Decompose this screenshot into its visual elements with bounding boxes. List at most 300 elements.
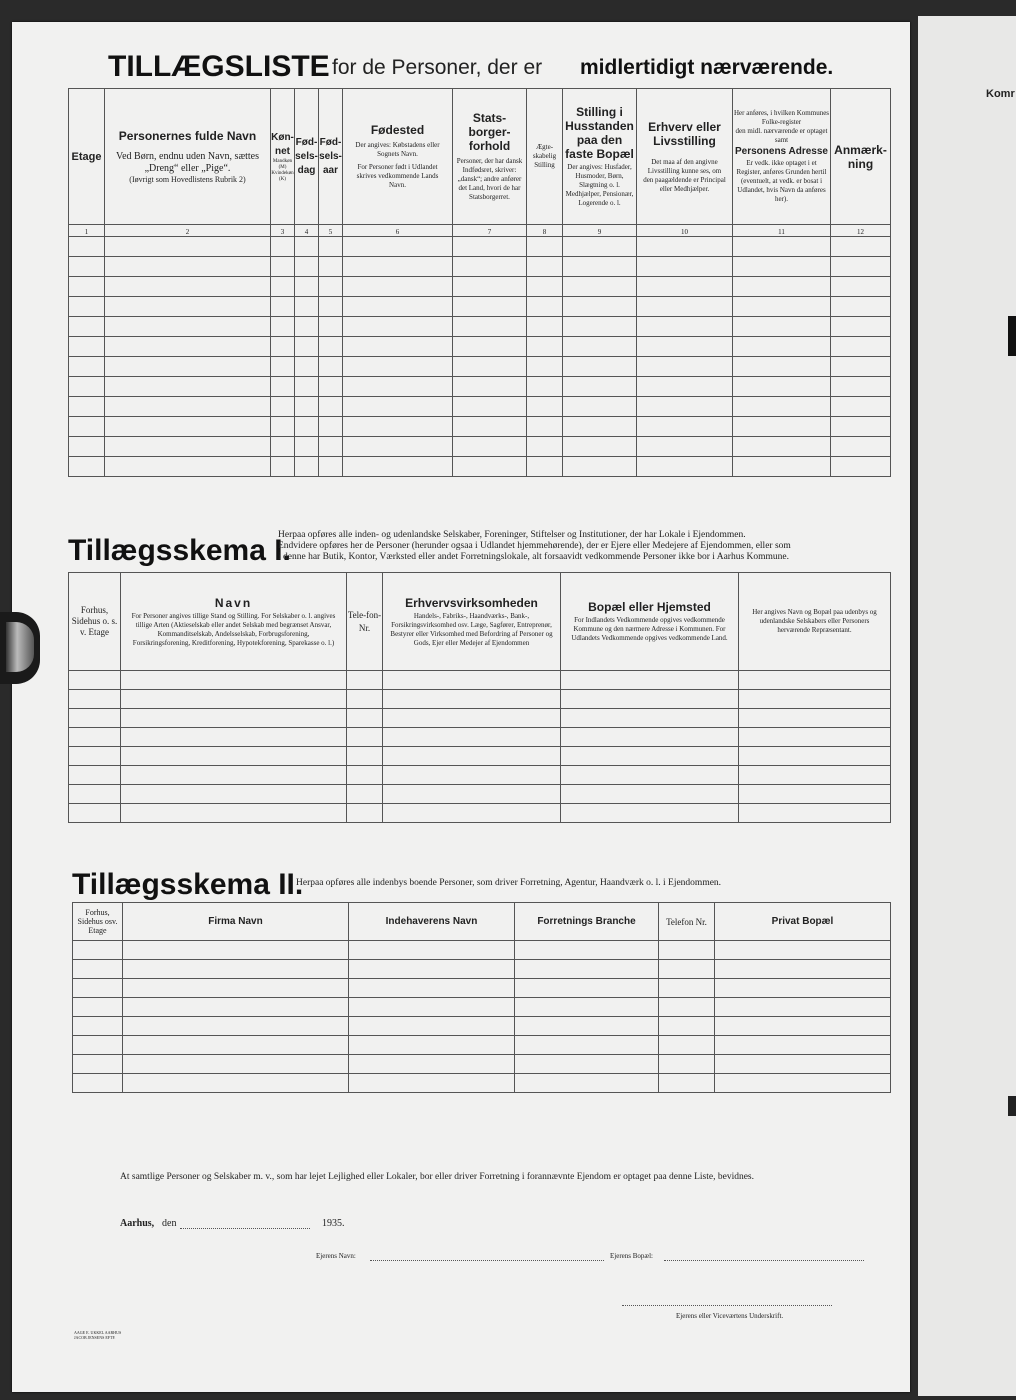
table-cell[interactable]	[659, 960, 715, 979]
table-cell[interactable]	[73, 979, 123, 998]
table-cell[interactable]	[715, 1036, 891, 1055]
table-cell[interactable]	[453, 337, 527, 357]
skema2-col-indehaver: Indehaverens Navn	[349, 903, 515, 941]
table-cell[interactable]	[527, 257, 563, 277]
skema1-header-row	[69, 573, 891, 671]
table-cell[interactable]	[343, 237, 453, 257]
table-cell[interactable]	[561, 785, 739, 804]
table-cell[interactable]	[831, 297, 891, 317]
table-cell[interactable]	[637, 257, 733, 277]
table-cell[interactable]	[295, 257, 319, 277]
table-cell[interactable]	[733, 357, 831, 377]
table-cell[interactable]	[831, 277, 891, 297]
table-cell[interactable]	[343, 317, 453, 337]
table-cell[interactable]	[515, 960, 659, 979]
table-cell[interactable]	[515, 1017, 659, 1036]
table-cell[interactable]	[271, 317, 295, 337]
table-cell[interactable]	[733, 417, 831, 437]
table-cell[interactable]	[637, 357, 733, 377]
skema1-col-navn: Navn For Personer angives tillige Stand og Stilling. For Selskaber o. l. angives tillige Arten (Aktieselskab eller andet Selskab med begrænset Ansvar, Kommanditselskab, Andelsselskab, Forbrugsforening, Forsikringsforening, Kreditforening, Hypotekforening, Sparekasse o. l.)	[121, 573, 347, 671]
table-cell[interactable]	[73, 1074, 123, 1093]
table-cell[interactable]	[831, 317, 891, 337]
col-erhverv-header: Erhverv eller Livsstilling Det maa af den angivne Livsstilling kunne ses, om den paagældende er Principal eller Medhjælper.	[637, 89, 733, 225]
table-cell[interactable]	[271, 437, 295, 457]
col-foedested-header: Fødested Der angives: Købstadens eller Sognets Navn. For Personer født i Udlandet skrives vedkommende Lands Navn.	[343, 89, 453, 225]
table-cell[interactable]	[659, 1055, 715, 1074]
table-cell[interactable]	[527, 297, 563, 317]
table-cell[interactable]	[831, 457, 891, 477]
table-cell[interactable]	[527, 277, 563, 297]
table-cell[interactable]	[453, 357, 527, 377]
table-cell[interactable]	[105, 277, 271, 297]
skema2-col-firma: Firma Navn	[123, 903, 349, 941]
table-cell[interactable]	[69, 804, 121, 823]
skema1-col-repraesentant: Her angives Navn og Bopæl paa udenbys og udenlandske Selskabers eller Personers herværende Repræsentant.	[739, 573, 891, 671]
table-cell[interactable]	[343, 377, 453, 397]
table-cell[interactable]	[831, 237, 891, 257]
table-cell[interactable]	[69, 257, 105, 277]
table-cell[interactable]	[69, 785, 121, 804]
table-cell[interactable]	[739, 690, 891, 709]
table-cell[interactable]	[69, 237, 105, 257]
table-cell[interactable]	[637, 237, 733, 257]
adjacent-page-mark	[1008, 1096, 1016, 1116]
table-cell[interactable]	[383, 709, 561, 728]
table-cell[interactable]	[659, 1074, 715, 1093]
table-cell[interactable]	[453, 277, 527, 297]
table-cell[interactable]	[637, 417, 733, 437]
table-row	[69, 766, 891, 785]
table-cell[interactable]	[527, 337, 563, 357]
column-number-row	[69, 225, 891, 237]
table-cell[interactable]	[319, 317, 343, 337]
table-cell[interactable]	[271, 277, 295, 297]
table-cell[interactable]	[733, 457, 831, 477]
table-cell[interactable]	[715, 979, 891, 998]
table-cell[interactable]	[343, 257, 453, 277]
table-cell[interactable]	[831, 337, 891, 357]
table-cell[interactable]	[349, 941, 515, 960]
table-cell[interactable]	[319, 437, 343, 457]
table-cell[interactable]	[69, 766, 121, 785]
table-cell[interactable]	[563, 337, 637, 357]
table-cell[interactable]	[527, 377, 563, 397]
table-cell[interactable]	[69, 357, 105, 377]
table-cell[interactable]	[347, 728, 383, 747]
table-cell[interactable]	[453, 417, 527, 437]
table-row	[73, 979, 891, 998]
table-row	[73, 960, 891, 979]
table-cell[interactable]	[739, 785, 891, 804]
table-cell[interactable]	[831, 397, 891, 417]
table-cell[interactable]	[69, 437, 105, 457]
table-cell[interactable]	[349, 1055, 515, 1074]
header-row	[69, 89, 891, 225]
table-cell[interactable]	[105, 237, 271, 257]
table-cell[interactable]	[527, 417, 563, 437]
table-cell[interactable]	[73, 941, 123, 960]
table-cell[interactable]	[637, 277, 733, 297]
table-cell[interactable]	[123, 1036, 349, 1055]
table-row	[69, 277, 891, 297]
table-cell[interactable]	[733, 277, 831, 297]
table-cell[interactable]	[295, 457, 319, 477]
table-cell[interactable]	[563, 357, 637, 377]
table-cell[interactable]	[319, 457, 343, 477]
table-cell[interactable]	[319, 377, 343, 397]
table-cell[interactable]	[69, 690, 121, 709]
table-cell[interactable]	[343, 297, 453, 317]
col-foedselsdag-header: Fød-sels-dag	[295, 89, 319, 225]
skema2-col-bopael: Privat Bopæl	[715, 903, 891, 941]
table-cell[interactable]	[637, 397, 733, 417]
table-cell[interactable]	[69, 377, 105, 397]
table-row	[73, 1036, 891, 1055]
table-cell[interactable]	[319, 277, 343, 297]
table-cell[interactable]	[561, 728, 739, 747]
table-cell[interactable]	[383, 785, 561, 804]
table-row	[69, 747, 891, 766]
table-cell[interactable]	[105, 397, 271, 417]
table-cell[interactable]	[347, 690, 383, 709]
table-cell[interactable]	[527, 397, 563, 417]
table-row	[69, 257, 891, 277]
table-cell[interactable]	[831, 437, 891, 457]
skema2-col-telefon: Telefon Nr.	[659, 903, 715, 941]
table-cell[interactable]	[343, 277, 453, 297]
table-cell[interactable]	[383, 690, 561, 709]
table-cell[interactable]	[733, 437, 831, 457]
table-row	[73, 1055, 891, 1074]
table-cell[interactable]	[561, 747, 739, 766]
table-cell[interactable]	[319, 297, 343, 317]
table-cell[interactable]	[69, 317, 105, 337]
table-row	[69, 357, 891, 377]
table-cell[interactable]	[69, 337, 105, 357]
table-cell[interactable]	[123, 1017, 349, 1036]
table-cell[interactable]	[563, 257, 637, 277]
col-anmaerkning-header: Anmærk-ning	[831, 89, 891, 225]
list-title: TILLÆGSLISTE	[108, 50, 330, 83]
table-cell[interactable]	[121, 785, 347, 804]
col-husstand-header: Stilling i Husstanden paa den faste Bopæl Der angives: Husfader, Husmoder, Børn, Slægtning o. l. Medhjælper, Pensionær, Logerende o. l.	[563, 89, 637, 225]
table-cell[interactable]	[733, 337, 831, 357]
table-cell[interactable]	[295, 437, 319, 457]
table-cell[interactable]	[739, 728, 891, 747]
table-cell[interactable]	[715, 960, 891, 979]
table-cell[interactable]	[271, 417, 295, 437]
table-cell[interactable]	[739, 804, 891, 823]
table-cell[interactable]	[271, 397, 295, 417]
table-cell[interactable]	[831, 257, 891, 277]
col-adresse-header: Her anføres, i hvilken Kommunes Folke-register den midl. nærværende er optaget samt Personens Adresse Er vedk. ikke optaget i et Register, anføres Grunden hertil (eventuelt, at vedk. er bosat i Udlandet, hvis Navn da anføres her).	[733, 89, 831, 225]
table-cell[interactable]	[121, 804, 347, 823]
table-cell[interactable]	[739, 766, 891, 785]
signature-field[interactable]	[622, 1305, 832, 1306]
table-cell[interactable]	[319, 337, 343, 357]
table-cell[interactable]	[69, 747, 121, 766]
table-cell[interactable]	[343, 357, 453, 377]
owner-name-label: Ejerens Navn:	[316, 1252, 356, 1260]
table-cell[interactable]	[563, 237, 637, 257]
table-cell[interactable]	[349, 1036, 515, 1055]
table-cell[interactable]	[121, 709, 347, 728]
table-cell[interactable]	[69, 457, 105, 477]
table-cell[interactable]	[733, 397, 831, 417]
table-cell[interactable]	[383, 671, 561, 690]
table-cell[interactable]	[73, 1017, 123, 1036]
table-row	[69, 237, 891, 257]
table-cell[interactable]	[343, 417, 453, 437]
table-cell[interactable]	[563, 317, 637, 337]
table-cell[interactable]	[739, 709, 891, 728]
table-cell[interactable]	[105, 417, 271, 437]
table-cell[interactable]	[659, 998, 715, 1017]
table-cell[interactable]	[739, 671, 891, 690]
table-cell[interactable]	[295, 377, 319, 397]
table-cell[interactable]	[121, 747, 347, 766]
col-aegteskab-header: Ægte-skabelig Stilling	[527, 89, 563, 225]
table-cell[interactable]	[105, 317, 271, 337]
table-cell[interactable]	[715, 1074, 891, 1093]
skema2-col-etage: Forhus, Sidehus osv. Etage	[73, 903, 123, 941]
table-cell[interactable]	[69, 417, 105, 437]
table-cell[interactable]	[453, 317, 527, 337]
table-cell[interactable]	[343, 437, 453, 457]
table-cell[interactable]	[295, 317, 319, 337]
table-cell[interactable]	[319, 237, 343, 257]
table-cell[interactable]	[715, 941, 891, 960]
table-cell[interactable]	[733, 377, 831, 397]
table-cell[interactable]	[715, 998, 891, 1017]
table-cell[interactable]	[271, 297, 295, 317]
table-cell[interactable]	[383, 804, 561, 823]
skema1-col-erhverv: Erhvervsvirksomheden Handels-, Fabriks-, Haandværks-, Bank-, Forsikringsvirksomhed osv. Læge, Sagfører, Entreprenør, Bestyrer eller Virksomhed med Befordring af Personer og Gods, Ejer eller Medejer af Ejendommen	[383, 573, 561, 671]
table-cell[interactable]	[563, 397, 637, 417]
date-label: den	[162, 1218, 177, 1229]
table-cell[interactable]	[295, 297, 319, 317]
owner-address-label: Ejerens Bopæl:	[610, 1252, 653, 1260]
table-cell[interactable]	[105, 257, 271, 277]
adjacent-page-mark	[1008, 316, 1016, 356]
table-cell[interactable]	[271, 257, 295, 277]
table-cell[interactable]	[271, 237, 295, 257]
table-cell[interactable]	[271, 337, 295, 357]
table-cell[interactable]	[73, 960, 123, 979]
table-cell[interactable]	[527, 237, 563, 257]
table-cell[interactable]	[73, 1036, 123, 1055]
table-cell[interactable]	[347, 671, 383, 690]
date-field[interactable]	[180, 1228, 310, 1229]
table-cell[interactable]	[453, 377, 527, 397]
table-row	[69, 690, 891, 709]
table-cell[interactable]	[105, 377, 271, 397]
table-cell[interactable]	[527, 457, 563, 477]
col-num: 6	[343, 225, 453, 237]
table-cell[interactable]	[831, 417, 891, 437]
table-row	[69, 804, 891, 823]
table-cell[interactable]	[347, 804, 383, 823]
table-cell[interactable]	[563, 457, 637, 477]
table-cell[interactable]	[831, 377, 891, 397]
table-cell[interactable]	[527, 317, 563, 337]
table-cell[interactable]	[453, 397, 527, 417]
table-cell[interactable]	[349, 998, 515, 1017]
list-subtitle-a: for de Personer, der er	[332, 56, 543, 79]
table-cell[interactable]	[561, 709, 739, 728]
table-cell[interactable]	[69, 709, 121, 728]
table-cell[interactable]	[527, 437, 563, 457]
table-cell[interactable]	[295, 237, 319, 257]
table-cell[interactable]	[123, 1074, 349, 1093]
table-cell[interactable]	[123, 979, 349, 998]
table-cell[interactable]	[343, 457, 453, 477]
skema2-table	[72, 902, 891, 1093]
table-cell[interactable]	[319, 397, 343, 417]
col-num: 7	[453, 225, 527, 237]
table-cell[interactable]	[831, 357, 891, 377]
skema1-col-etage: Forhus, Sidehus o. s. v. Etage	[69, 573, 121, 671]
table-cell[interactable]	[659, 1036, 715, 1055]
table-cell[interactable]	[123, 998, 349, 1017]
table-cell[interactable]	[383, 766, 561, 785]
table-cell[interactable]	[347, 785, 383, 804]
table-cell[interactable]	[349, 1074, 515, 1093]
table-cell[interactable]	[733, 297, 831, 317]
table-cell[interactable]	[347, 766, 383, 785]
table-cell[interactable]	[347, 747, 383, 766]
table-cell[interactable]	[349, 960, 515, 979]
owner-address-field[interactable]	[664, 1260, 864, 1261]
table-cell[interactable]	[563, 277, 637, 297]
table-cell[interactable]	[123, 960, 349, 979]
table-cell[interactable]	[515, 1036, 659, 1055]
table-cell[interactable]	[105, 297, 271, 317]
table-cell[interactable]	[563, 377, 637, 397]
table-cell[interactable]	[733, 257, 831, 277]
table-cell[interactable]	[637, 457, 733, 477]
table-cell[interactable]	[515, 1074, 659, 1093]
table-cell[interactable]	[383, 728, 561, 747]
table-cell[interactable]	[715, 1055, 891, 1074]
table-cell[interactable]	[73, 998, 123, 1017]
table-cell[interactable]	[453, 237, 527, 257]
col-num: 11	[733, 225, 831, 237]
table-cell[interactable]	[563, 417, 637, 437]
table-cell[interactable]	[343, 397, 453, 417]
table-cell[interactable]	[659, 1017, 715, 1036]
col-num: 10	[637, 225, 733, 237]
table-cell[interactable]	[659, 979, 715, 998]
col-num: 4	[295, 225, 319, 237]
table-cell[interactable]	[121, 728, 347, 747]
table-cell[interactable]	[295, 397, 319, 417]
table-cell[interactable]	[715, 1017, 891, 1036]
table-row	[73, 941, 891, 960]
table-cell[interactable]	[637, 437, 733, 457]
table-cell[interactable]	[383, 747, 561, 766]
table-cell[interactable]	[515, 998, 659, 1017]
table-cell[interactable]	[349, 979, 515, 998]
adjacent-page	[918, 16, 1016, 1396]
table-row	[69, 671, 891, 690]
table-cell[interactable]	[561, 690, 739, 709]
skema1-intro	[278, 530, 898, 563]
table-cell[interactable]	[121, 766, 347, 785]
table-cell[interactable]	[637, 377, 733, 397]
table-cell[interactable]	[295, 357, 319, 377]
table-cell[interactable]	[733, 237, 831, 257]
table-cell[interactable]	[105, 437, 271, 457]
owner-name-field[interactable]	[370, 1260, 604, 1261]
table-cell[interactable]	[515, 1055, 659, 1074]
skema2-col-branche: Forretnings Branche	[515, 903, 659, 941]
table-cell[interactable]	[295, 417, 319, 437]
table-cell[interactable]	[453, 457, 527, 477]
table-cell[interactable]	[561, 671, 739, 690]
table-cell[interactable]	[105, 457, 271, 477]
table-cell[interactable]	[515, 941, 659, 960]
table-cell[interactable]	[69, 728, 121, 747]
table-cell[interactable]	[295, 337, 319, 357]
list-subtitle-b: midlertidigt nærværende.	[580, 56, 834, 79]
table-cell[interactable]	[319, 257, 343, 277]
col-etage-header: Etage	[69, 89, 105, 225]
table-cell[interactable]	[271, 377, 295, 397]
table-row	[69, 317, 891, 337]
table-cell[interactable]	[349, 1017, 515, 1036]
table-cell[interactable]	[105, 357, 271, 377]
table-cell[interactable]	[123, 1055, 349, 1074]
table-cell[interactable]	[453, 257, 527, 277]
table-cell[interactable]	[637, 337, 733, 357]
table-cell[interactable]	[563, 297, 637, 317]
table-cell[interactable]	[69, 297, 105, 317]
table-cell[interactable]	[527, 357, 563, 377]
table-row	[69, 437, 891, 457]
table-cell[interactable]	[561, 804, 739, 823]
table-cell[interactable]	[69, 277, 105, 297]
table-cell[interactable]	[123, 941, 349, 960]
table-cell[interactable]	[733, 317, 831, 337]
table-row	[69, 785, 891, 804]
table-cell[interactable]	[637, 297, 733, 317]
table-cell[interactable]	[561, 766, 739, 785]
table-cell[interactable]	[515, 979, 659, 998]
table-cell[interactable]	[271, 357, 295, 377]
col-koen-header: Køn-net Mandkøn (M) Kvindekøn (K)	[271, 89, 295, 225]
table-cell[interactable]	[347, 709, 383, 728]
table-cell[interactable]	[295, 277, 319, 297]
table-cell[interactable]	[73, 1055, 123, 1074]
table-cell[interactable]	[659, 941, 715, 960]
table-cell[interactable]	[343, 337, 453, 357]
table-cell[interactable]	[121, 671, 347, 690]
table-cell[interactable]	[69, 671, 121, 690]
table-cell[interactable]	[271, 457, 295, 477]
table-cell[interactable]	[319, 357, 343, 377]
table-cell[interactable]	[453, 437, 527, 457]
table-cell[interactable]	[121, 690, 347, 709]
table-cell[interactable]	[105, 337, 271, 357]
table-cell[interactable]	[319, 417, 343, 437]
table-cell[interactable]	[69, 397, 105, 417]
table-cell[interactable]	[637, 317, 733, 337]
table-row	[73, 998, 891, 1017]
table-cell[interactable]	[563, 437, 637, 457]
table-cell[interactable]	[739, 747, 891, 766]
table-cell[interactable]	[453, 297, 527, 317]
